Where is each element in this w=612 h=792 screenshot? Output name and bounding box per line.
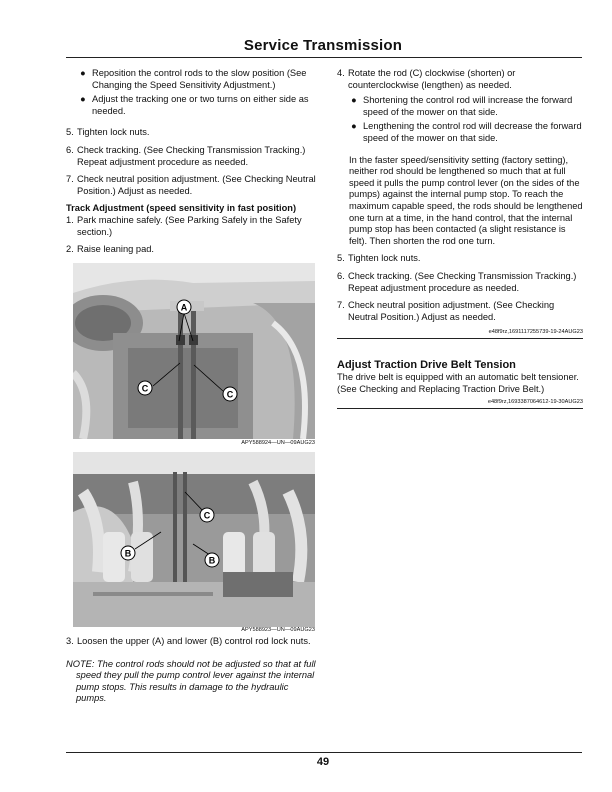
page-number: 49 xyxy=(316,756,330,768)
paragraph: In the faster speed/sensitivity setting (factory setting), neither rod should be lengthened so much that at full speed it pulls the pump control lever (on the sides of the pumps) against the internal pump stop. To reach the maximum capable speed, the rods should be lengthened one turn at a time, in the hand control, that the internal pump stop has been contacted (a slight resistance is felt). Then shorten the rod one turn. xyxy=(349,154,583,246)
reference-code: e48f9rz,1693387064612-19-30AUG23 xyxy=(487,399,583,406)
header-rule xyxy=(66,57,582,58)
list-item: ● Shortening the control rod will increase the forward speed of the mower on that side. xyxy=(351,95,573,117)
left-column xyxy=(66,68,316,262)
callout-label: C xyxy=(141,383,149,394)
list-item: ● Lengthening the control rod will decrease the forward speed of the mower on that side. xyxy=(351,121,582,143)
paragraph: The drive belt is equipped with an automatic belt tensioner. (See Checking and Replacing Traction Drive Belt.) xyxy=(337,372,579,394)
callout-label: B xyxy=(208,555,216,566)
callout-label: A xyxy=(180,302,188,313)
figure-caption: APY588923—UN—09AUG23 xyxy=(241,627,315,633)
step-item: 2. Raise leaning pad. xyxy=(66,244,155,255)
note: NOTE: The control rods should not be adjusted so that at full speed they pull the pump control lever against the internal pump stops. This results in damage to the hydraulic pumps. xyxy=(66,658,316,704)
step-item: 7. Check neutral position adjustment. (See Checking Neutral Position.) Adjust as needed. xyxy=(66,174,316,196)
reference-code: e48f9rz,1691117255739-19-24AUG23 xyxy=(488,329,583,336)
photo-control-rods xyxy=(73,263,315,439)
callout-label: C xyxy=(226,389,234,400)
list-item: ● Reposition the control rods to the slow position (See Changing the Speed Sensitivity Adjustment.) xyxy=(80,68,307,90)
list-item: ● Adjust the tracking one or two turns on either side as needed. xyxy=(80,94,309,116)
figure-caption: APY588924—UN—09AUG23 xyxy=(241,440,315,446)
section-heading: Adjust Traction Drive Belt Tension xyxy=(337,359,516,372)
figure-control-rods-lower xyxy=(73,452,315,627)
figure-control-rods-upper xyxy=(73,263,315,439)
right-column xyxy=(337,68,583,409)
photo-lock-nuts xyxy=(73,452,315,627)
step-item: 6. Check tracking. (See Checking Transmission Tracking.) Repeat adjustment procedure as needed. xyxy=(66,144,306,167)
subheading: Track Adjustment (speed sensitivity in fast position) xyxy=(66,203,297,214)
footer-rule xyxy=(66,752,582,753)
section-rule xyxy=(337,408,583,409)
step-item: 5. Tighten lock nuts. xyxy=(66,127,150,138)
step-item: 6. Check tracking. (See Checking Transmission Tracking.) Repeat adjustment procedure as needed. xyxy=(337,270,577,293)
step-item: 5. Tighten lock nuts. xyxy=(337,253,421,264)
step-item: 3. Loosen the upper (A) and lower (B) control rod lock nuts. xyxy=(66,636,311,646)
left-column-bottom xyxy=(66,636,316,705)
page-title: Service Transmission xyxy=(243,37,403,54)
step-item: 4. Rotate the rod (C) clockwise (shorten) or counterclockwise (lengthen) as needed. xyxy=(337,68,516,90)
callout-label: C xyxy=(203,510,211,521)
step-item: 7. Check neutral position adjustment. (See Checking Neutral Position.) Adjust as needed. xyxy=(337,300,555,322)
step-item: 1. Park machine safely. (See Parking Safely in the Safety section.) xyxy=(66,214,302,237)
callout-label: B xyxy=(124,548,132,559)
